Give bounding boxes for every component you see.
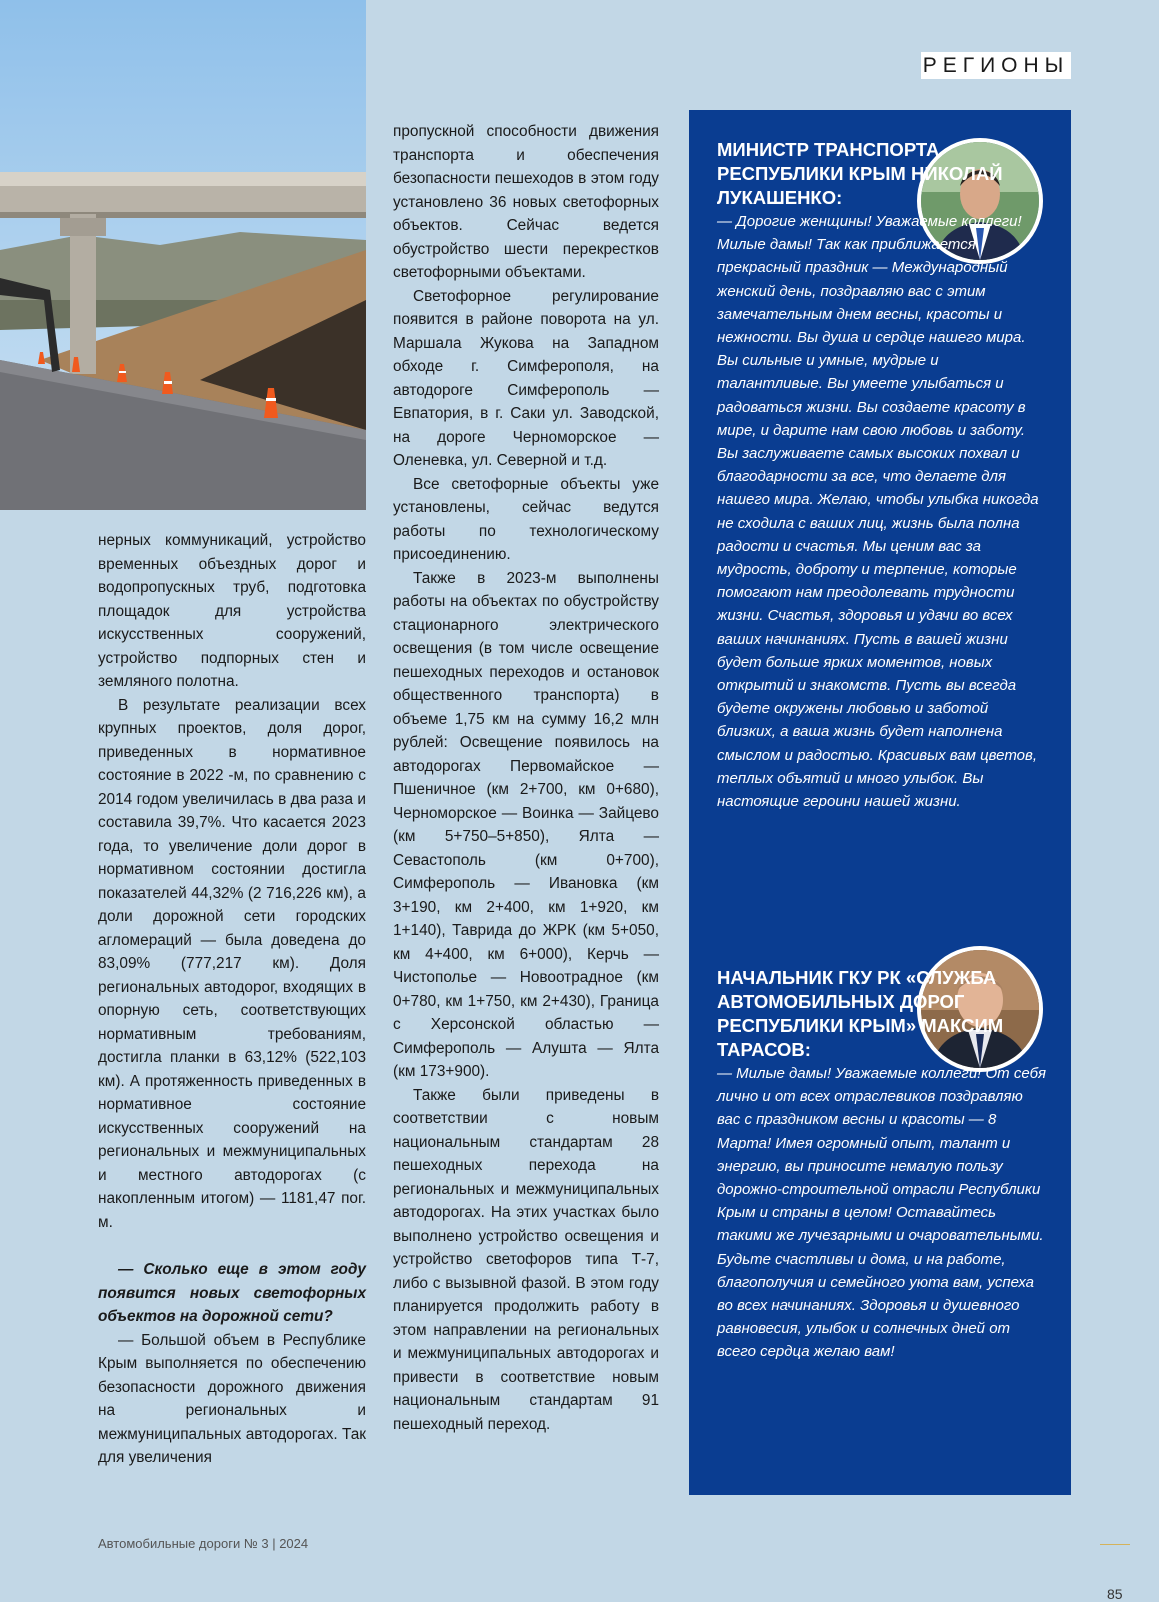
greeting-text: — Милые дамы! Уважаемые коллеги! От себя лично и от всех отраслевиков поздравляю вас с праздником весны и красоты — 8 Марта! Имея огромный опыт, талант и энергию, вы приносите немалую пользу дорожно-строительной отрасли Республики Крым и страны в целом! Оставайтесь такими же лучезарными и очаровательными. Будьте счастливы и дома, и на работе, благополучия и семейного уюта вам, успеха во всех начинаниях. Здоровья и душевного равновесия, улыбок и солнечных дней от всего сердца желаю вам!	[717, 1065, 1046, 1361]
paragraph: Светофорное регулирование появится в районе поворота на ул. Маршала Жукова на Западном обходе г. Симферополя, на автодороге Симферополь — Евпатория, в г. Саки ул. Заводской, на дороге Черноморское — Оленевка, ул. Северной и т.д.	[393, 287, 659, 469]
section-label: РЕГИОНЫ	[922, 54, 1070, 77]
paragraph: Все светофорные объекты уже установлены, сейчас ведутся работы по технологическому присоединению.	[393, 475, 659, 563]
speaker-title: МИНИСТР ТРАНСПОРТА РЕСПУБЛИКИ КРЫМ НИКОЛАЙ ЛУКАШЕНКО:	[717, 139, 1003, 208]
paragraph: Также были приведены в соответствии с новым национальным стандартам 28 пешеходных перехода на региональных и межмуниципальных автодорогах. На этих участках было выполнено устройство освещения и устройство светофоров типа Т-7, либо с вызывной фазой. В этом году планируется продолжить работу в этом направлении на региональных и межмуниципальных автодорогах и привести в соответствие новым национальным стандартам 91 пешеходный переход.	[393, 1086, 659, 1433]
paragraph: В результате реализации всех крупных проектов, доля дорог, приведенных в нормативное состояние в 2022 -м, по сравнению с 2014 годом увеличилась в два раза и составила 39,7%. Что касается 2023 года, то увеличение доли дорог в нормативном состоянии достигла показателей 44,32% (2 716,226 км), а доли дорожной сети городских агломераций — была доведена до 83,09% (777,217 км). Доля региональных автодорог, входящих в опорную сеть, соответствующих нормативным требованиям, достигла планки в 63,12% (522,103 км). А протяженность приведенных в нормативное состояние искусственных сооружений на региональных и межмуниципальных и местного автодорогах (с накопленным итогом) — 1181,47 пог. м.	[98, 696, 366, 1231]
paragraph: нерных коммуникаций, устройство временных объездных дорог и водопропускных труб, подготовка площадок для устройства искусственных сооружений, устройство подпорных стен и земляного полотна.	[98, 532, 366, 690]
journal-footer: Автомобильные дороги № 3 | 2024	[98, 1536, 309, 1551]
footer-divider	[1100, 1544, 1130, 1545]
paragraph: пропускной способности движения транспорта и обеспечения безопасности пешеходов в этом году установлено 36 новых светофорных объектов. Сейчас ведется обустройство шести перекрестков светофорными объектами.	[393, 123, 659, 281]
greeting-text: — Дорогие женщины! Уважаемые коллеги! Милые дамы! Так как приближается прекрасный праздник — Международный женский день, поздравляю вас с этим замечательным днем весны, красоты и нежности. Вы душа и сердце нашего мира. Вы сильные и умные, мудрые и талантливые. Вы умеете улыбаться и радоваться жизни. Вы создаете красоту в мире, и дарите нам свою любовь и заботу. Вы заслуживаете самых высоких похвал и благодарности за все, что делаете для нашего мира. Желаю, чтобы улыбка никогда не сходила с ваших лиц, жизнь была полна радости и счастья. Мы ценим вас за мудрость, доброту и терпение, которые помогают нам преодолевать трудности жизни. Счастья, здоровья и удачи во всех ваших начинаниях. Пусть в вашей жизни будет больше ярких моментов, новых открытий и знакомств. Пусть вы всегда будете окружены любовью и заботой близких, а ваша жизнь будет наполнена смыслом и радостью. Красивых вам цветов, теплых объятий и много улыбок. Вы настоящие героини нашей жизни.	[717, 213, 1039, 811]
paragraph: — Большой объем в Республике Крым выполняется по обеспечению безопасности дорожного движения на региональных и межмуниципальных автодорогах. Так для увеличения	[98, 1331, 366, 1466]
speaker-title: НАЧАЛЬНИК ГКУ РК «СЛУЖБА АВТОМОБИЛЬНЫХ ДОРОГ РЕСПУБЛИКИ КРЫМ» МАКСИМ ТАРАСОВ:	[717, 967, 1004, 1060]
greetings-box	[689, 110, 1071, 1495]
director-greeting	[717, 966, 1047, 1364]
photo-illustration-icon	[0, 0, 366, 510]
road-bridge-photo	[0, 0, 366, 510]
text-column-2	[393, 120, 659, 1436]
minister-greeting	[717, 138, 1047, 813]
paragraph: Также в 2023-м выполнены работы на объектах по обустройству стационарного электрического освещения (в том числе освещение пешеходных переходов и остановок общественного транспорта) в объеме 1,75 км на сумму 16,2 млн рублей: Освещение появилось на автодорогах Первомайское — Пшеничное (км 2+700, км 0+680), Черноморское — Воинка — Зайцево (км 5+750–5+850), Ялта — Севастополь (км 0+700), Симферополь — Ивановка (км 3+190, км 2+400, км 1+920, км 1+140), Таврида до ЖРК (км 5+050, км 4+400, км 6+000), Керчь — Чистополье — Новоотрадное (км 0+780, км 1+750, км 2+430), Граница с Херсонской областью — Симферополь — Алушта — Ялта (км 173+900).	[393, 569, 659, 1080]
page-number: 85	[1107, 1586, 1123, 1602]
interview-question: — Сколько еще в этом году появится новых светофорных объектов на дорожной сети?	[98, 1261, 366, 1325]
text-column-1	[98, 529, 366, 1470]
